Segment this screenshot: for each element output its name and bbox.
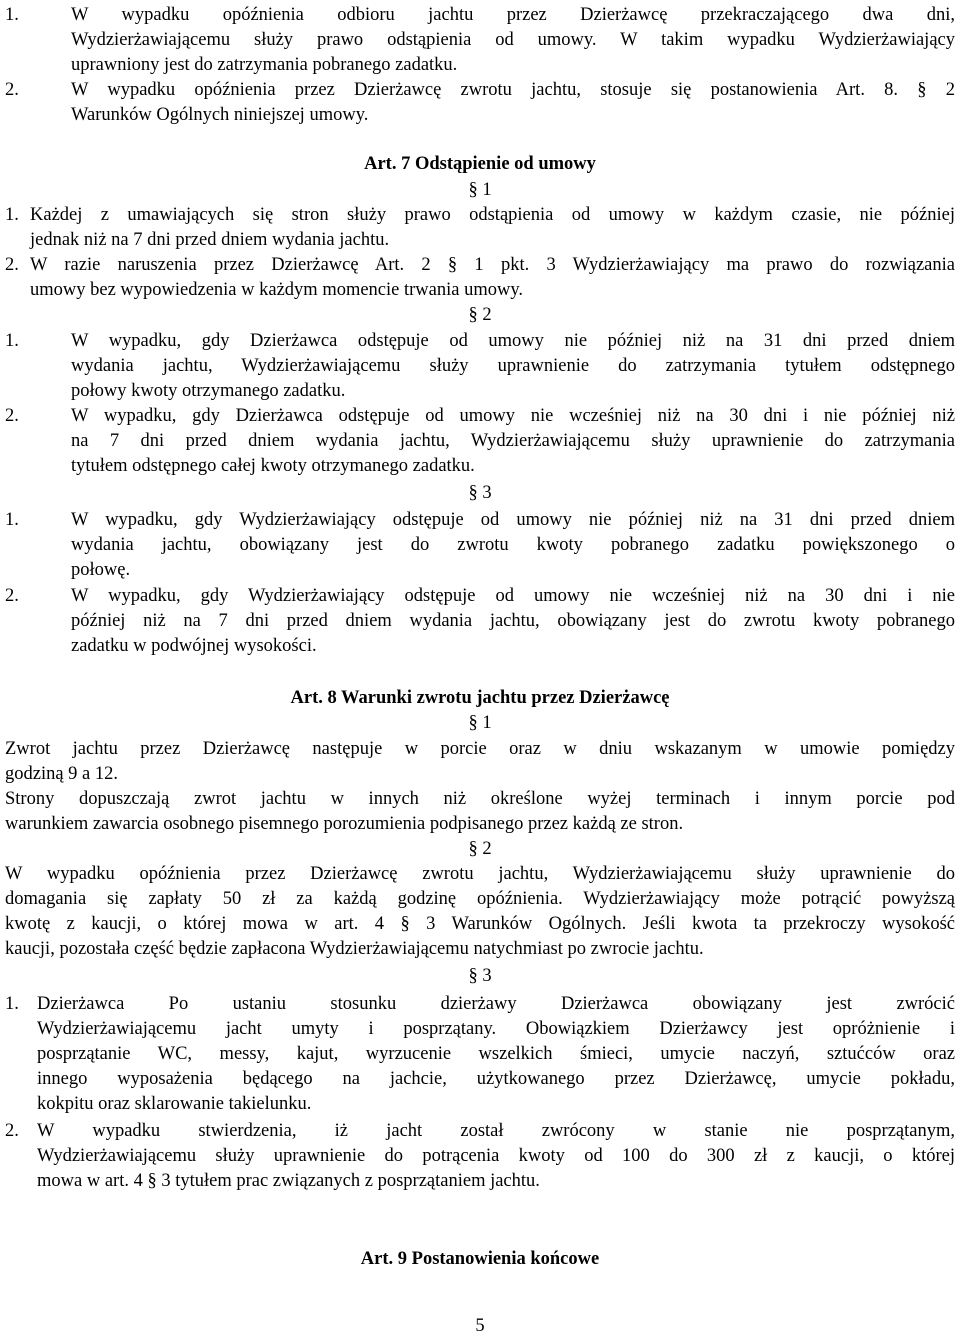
art6-item-2: W wypadku opóźnienia przez Dzierżawcę zwrotu jachtu, stosuje się postanowienia Art. 8. § 2 Warunków Ogólnych niniejszej umowy. <box>71 80 955 125</box>
art7-section-3-symbol: § 3 <box>468 483 492 503</box>
art7-s2-item-2: W wypadku, gdy Dzierżawca odstępuje od umowy nie wcześniej niż na 30 dni i nie później niż na 7 dni przed dniem wydania jachtu, Wydzierżawiającemu służy uprawnienie do zatrzymania tytułem odstępnego całej kwoty otrzymanego zadatku. <box>71 406 955 476</box>
art8-s2-paragraph: W wypadku opóźnienia przez Dzierżawcę zwrotu jachtu, Wydzierżawiającemu służy uprawnienie do domagania się zapłaty 50 zł za każdą godzinę opóźnienia. Wydzierżawiający może potrącić powyższą kwotę z kaucji, o której mowa w art. 4 § 3 Warunków Ogólnych. Jeśli kwota ta przekroczy wysokość kaucji, pozostała część będzie zapłacona Wydzierżawiającemu natychmiast po zwrocie jachtu. <box>5 864 955 959</box>
art8-s3-item-number: 1. <box>5 994 19 1014</box>
art7-section-2-symbol: § 2 <box>468 305 492 325</box>
art7-s3-item-2: W wypadku, gdy Wydzierżawiający odstępuje od umowy nie wcześniej niż na 30 dni i nie później niż na 7 dni przed dniem wydania jachtu, obowiązany jest do zwrotu kwoty pobranego zadatku w podwójnej wysokości. <box>71 586 955 656</box>
art8-heading: Art. 8 Warunki zwrotu jachtu przez Dzierżawcę <box>290 688 670 708</box>
art7-s2-item-number: 1. <box>5 331 19 351</box>
art7-s2-item-1: W wypadku, gdy Dzierżawca odstępuje od umowy nie później niż na 31 dni przed dniem wydania jachtu, Wydzierżawiającemu służy uprawnienie do zatrzymania tytułem odstępnego połowy kwoty otrzymanego zadatku. <box>71 331 955 401</box>
art7-s1-item-number: 1. <box>5 205 19 225</box>
art8-section-3-symbol: § 3 <box>468 966 492 986</box>
art6-item-number: 2. <box>5 80 19 100</box>
art7-s1-item-number: 2. <box>5 255 19 275</box>
art6-item-number: 1. <box>5 5 19 25</box>
art8-s3-item-2: W wypadku stwierdzenia, iż jacht został zwrócony w stanie nie posprzątanym, Wydzierżawiającemu służy uprawnienie do potrącenia kwoty od 100 do 300 zł z kaucji, o której mowa w art. 4 § 3 tytułem prac związanych z posprzątaniem jachtu. <box>37 1121 955 1191</box>
art8-section-1-symbol: § 1 <box>468 713 492 733</box>
art6-item-1: W wypadku opóźnienia odbioru jachtu przez Dzierżawcę przekraczającego dwa dni, Wydzierżawiającemu służy prawo odstąpienia od umowy. W takim wypadku Wydzierżawiający uprawniony jest do zatrzymania pobranego zadatku. <box>71 5 955 75</box>
art7-s1-item-2: W razie naruszenia przez Dzierżawcę Art. 2 § 1 pkt. 3 Wydzierżawiający ma prawo do rozwiązania umowy bez wypowiedzenia w każdym momencie trwania umowy. <box>30 255 955 300</box>
art9-heading: Art. 9 Postanowienia końcowe <box>360 1249 600 1269</box>
art8-section-2-symbol: § 2 <box>468 839 492 859</box>
art7-section-1-symbol: § 1 <box>468 180 492 200</box>
art7-s1-item-1: Każdej z umawiających się stron służy prawo odstąpienia od umowy w każdym czasie, nie później jednak niż na 7 dni przed dniem wydania jachtu. <box>30 205 955 250</box>
art8-s1-paragraph-2: Strony dopuszczają zwrot jachtu w innych niż określone wyżej terminach i innym porcie pod warunkiem zawarcia osobnego pisemnego porozumienia podpisanego przez każdą ze stron. <box>5 789 955 834</box>
art8-s1-paragraph-1: Zwrot jachtu przez Dzierżawcę następuje w porcie oraz w dniu wskazanym w umowie pomiędzy godziną 9 a 12. <box>5 739 955 784</box>
art7-s3-item-number: 1. <box>5 510 19 530</box>
art8-s3-item-1: Dzierżawca Po ustaniu stosunku dzierżawy Dzierżawca obowiązany jest zwrócić Wydzierżawiającemu jacht umyty i posprzątany. Obowiązkiem Dzierżawcy jest opróżnienie i posprzątanie WC, messy, kajut, wyrzucenie wszelkich śmieci, umycie naczyń, sztućców oraz innego wyposażenia będącego na jachcie, użytkowanego przez Dzierżawcę, umycie pokładu, kokpitu oraz sklarowanie takielunku. <box>37 994 955 1114</box>
art7-s3-item-number: 2. <box>5 586 19 606</box>
art7-s2-item-number: 2. <box>5 406 19 426</box>
art7-s3-item-1: W wypadku, gdy Wydzierżawiający odstępuje od umowy nie później niż na 31 dni przed dniem wydania jachtu, obowiązany jest do zwrotu kwoty pobranego zadatku powiększonego o połowę. <box>71 510 955 580</box>
art7-heading: Art. 7 Odstąpienie od umowy <box>364 154 596 174</box>
page-number: 5 <box>475 1316 485 1336</box>
art8-s3-item-number: 2. <box>5 1121 19 1141</box>
